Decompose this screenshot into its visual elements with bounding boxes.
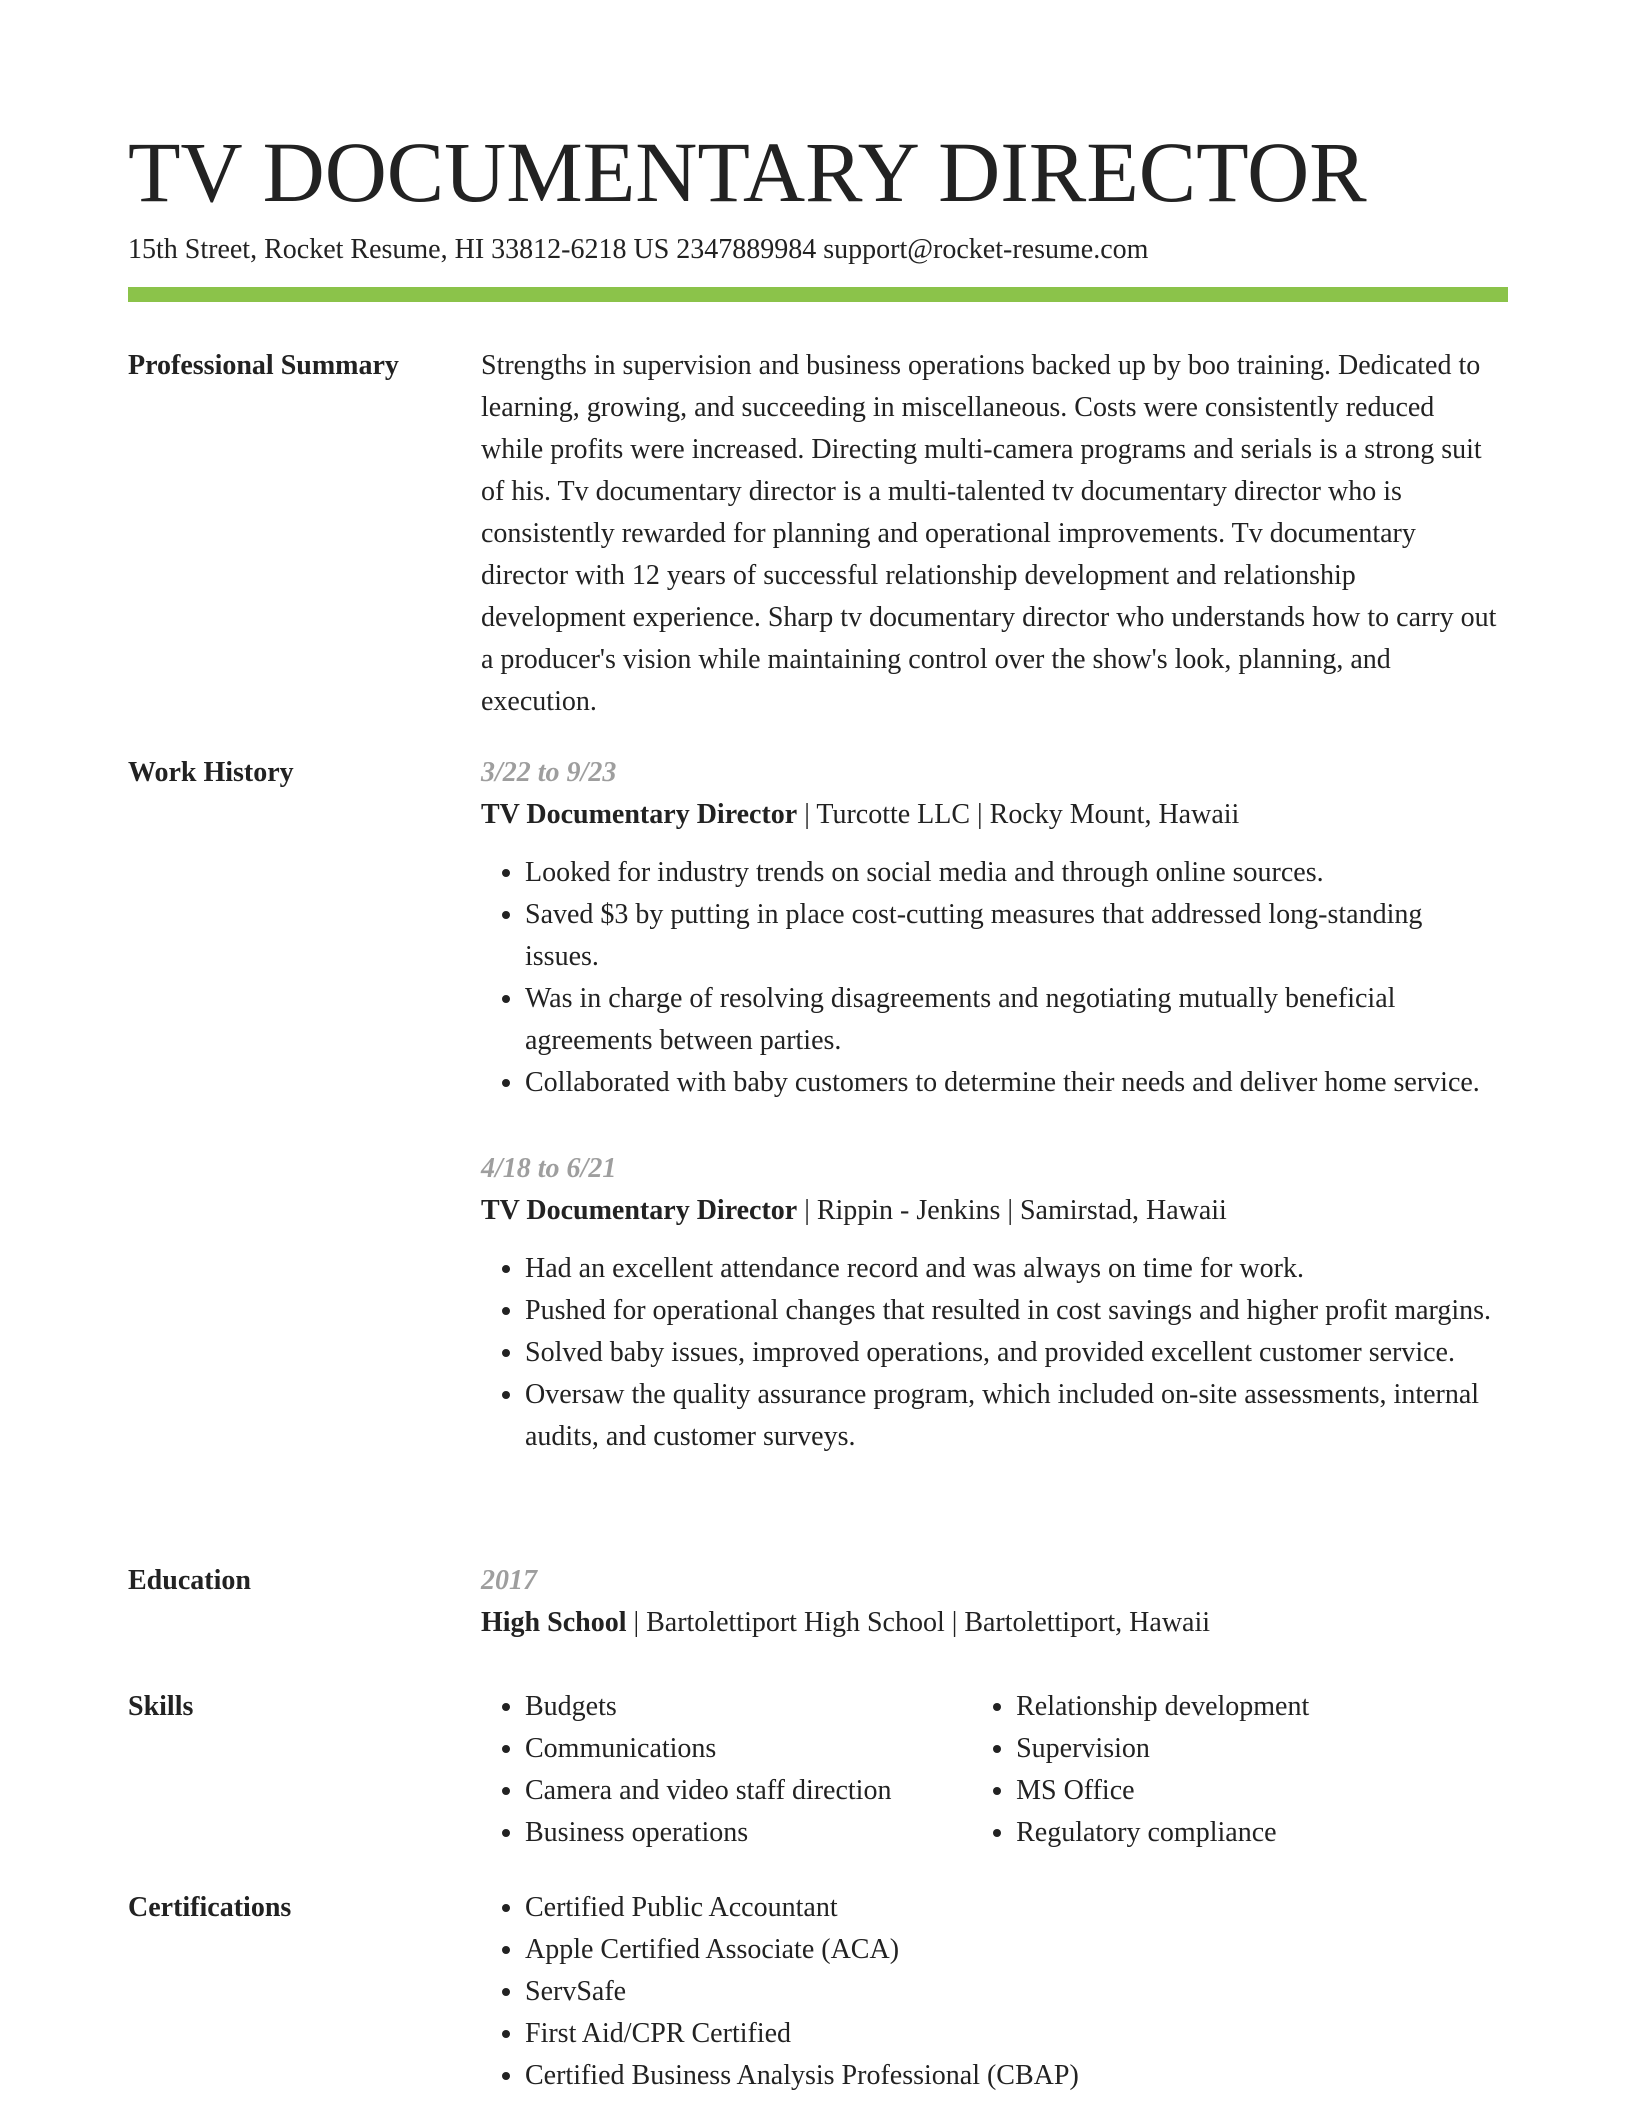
- job-bullet: • Collaborated with baby customers to determine their needs and deliver home service.: [525, 1062, 1501, 1104]
- certification-item: • Apple Certified Associate (ACA): [525, 1929, 1501, 1971]
- skills-list-left: [481, 1686, 972, 1854]
- job-bullet: • Was in charge of resolving disagreements and negotiating mutually beneficial agreements between parties.: [525, 978, 1501, 1062]
- skill-item: • Supervision: [1016, 1728, 1501, 1770]
- job-bullet: • Pushed for operational changes that resulted in cost savings and higher profit margins.: [525, 1290, 1501, 1332]
- job-dates: 3/22 to 9/23: [481, 757, 617, 788]
- job-bullet: • Saved $3 by putting in place cost-cutting measures that addressed long-standing issues.: [525, 894, 1501, 978]
- education-degree: High School: [481, 1607, 627, 1638]
- work-history-body: [481, 752, 1501, 1502]
- job-bullet: • Oversaw the quality assurance program, which included on-site assessments, internal audits, and customer surveys.: [525, 1374, 1501, 1458]
- job-title: TV Documentary Director: [481, 1195, 798, 1226]
- skill-item: • Regulatory compliance: [1016, 1812, 1501, 1854]
- summary-body: [481, 345, 1501, 723]
- section-label-summary: Professional Summary: [128, 350, 399, 381]
- job-bullet: • Solved baby issues, improved operations, and provided excellent customer service.: [525, 1332, 1501, 1374]
- certifications-list: [481, 1887, 1501, 2097]
- skill-item: • MS Office: [1016, 1770, 1501, 1812]
- certification-item: • First Aid/CPR Certified: [525, 2013, 1501, 2055]
- skill-item: • Communications: [525, 1728, 972, 1770]
- job-heading: [481, 1190, 1501, 1232]
- education-details: | Bartolettiport High School | Bartolettiport, Hawaii: [626, 1607, 1211, 1638]
- certifications-body: [481, 1887, 1501, 2097]
- job-entry: [481, 752, 1501, 1104]
- skill-item: • Camera and video staff direction: [525, 1770, 972, 1812]
- education-body: [481, 1560, 1501, 1644]
- job-entry: [481, 1148, 1501, 1458]
- skill-item: • Business operations: [525, 1812, 972, 1854]
- section-label-certifications: Certifications: [128, 1892, 292, 1923]
- section-label-skills: Skills: [128, 1691, 194, 1722]
- education-heading: [481, 1602, 1501, 1644]
- education-year: 2017: [481, 1565, 537, 1596]
- contact-line: 15th Street, Rocket Resume, HI 33812-6218 US 2347889984 support@rocket-resume.com: [128, 234, 1149, 265]
- skills-body: [481, 1686, 1501, 1854]
- skill-item: • Budgets: [525, 1686, 972, 1728]
- job-heading: [481, 794, 1501, 836]
- summary-text: Strengths in supervision and business operations backed up by boo training. Dedicated to learning, growing, and succeeding in miscellaneous. Costs were consistently reduced while profits were increased. Directing multi-camera programs and serials is a strong suit of his. Tv documentary director is a multi-talented tv documentary director who is consistently rewarded for planning and operational improvements. Tv documentary director with 12 years of successful relationship development and relationship development experience. Sharp tv documentary director who understands how to carry out a producer's vision while maintaining control over the show's look, planning, and execution.: [481, 350, 1497, 717]
- job-bullet: • Had an excellent attendance record and was always on time for work.: [525, 1248, 1501, 1290]
- job-dates: 4/18 to 6/21: [481, 1153, 617, 1184]
- job-details: | Turcotte LLC | Rocky Mount, Hawaii: [797, 799, 1240, 830]
- job-details: | Rippin - Jenkins | Samirstad, Hawaii: [797, 1195, 1227, 1226]
- job-title: TV Documentary Director: [481, 799, 798, 830]
- section-label-work-history: Work History: [128, 757, 294, 788]
- resume-title: TV DOCUMENTARY DIRECTOR: [128, 124, 1367, 220]
- section-label-education: Education: [128, 1565, 251, 1596]
- certification-item: • Certified Business Analysis Professional (CBAP): [525, 2055, 1501, 2097]
- certification-item: • ServSafe: [525, 1971, 1501, 2013]
- skill-item: • Relationship development: [1016, 1686, 1501, 1728]
- certification-item: • Certified Public Accountant: [525, 1887, 1501, 1929]
- job-bullets: [481, 1248, 1501, 1458]
- job-bullet: • Looked for industry trends on social media and through online sources.: [525, 852, 1501, 894]
- job-bullets: [481, 852, 1501, 1104]
- skills-list-right: [972, 1686, 1501, 1854]
- header-divider: [128, 287, 1508, 302]
